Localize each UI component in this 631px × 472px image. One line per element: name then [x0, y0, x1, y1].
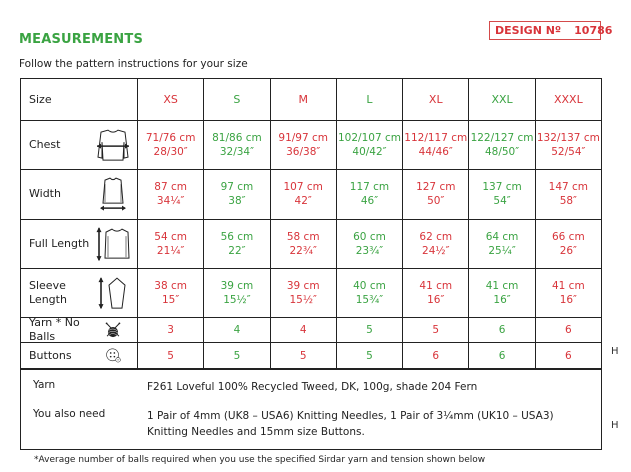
value-cell [469, 219, 535, 268]
value-cell [270, 219, 336, 268]
row-label-cell [21, 219, 138, 268]
measurement-row [21, 219, 602, 268]
value-secondary: 52/54″ [551, 146, 586, 159]
measurement-row [21, 318, 602, 343]
value-cell [403, 268, 469, 317]
value-primary: 4 [299, 324, 307, 337]
design-number-badge [489, 21, 613, 40]
length-garment-icon [95, 224, 131, 264]
value-secondary: 22¾″ [289, 244, 317, 257]
measurements-table [20, 78, 602, 369]
row-label-cell [21, 268, 138, 317]
value-secondary: 16″ [427, 293, 445, 306]
design-label: DESIGN Nº [495, 24, 562, 37]
value-primary: 5 [366, 349, 373, 362]
value-primary: 87 cm [154, 181, 187, 194]
width-garment-icon [95, 174, 131, 214]
yarn-text: F261 Loveful 100% Recycled Tweed, DK, 100g, shade 204 Fern [147, 381, 478, 393]
margin-mark: H [611, 420, 619, 431]
value-secondary: 58″ [559, 195, 577, 208]
value-primary: 127 cm [416, 181, 456, 194]
value-primary: 102/107 cm [338, 132, 401, 145]
value-cell [204, 219, 270, 268]
also-need-line-2: Knitting Needles and 15mm size Buttons. [147, 426, 365, 438]
value-secondary: 36/38″ [286, 146, 321, 159]
value-primary: 39 cm [220, 279, 254, 292]
measurement-row [21, 170, 602, 219]
value-primary: 5 [233, 349, 241, 362]
row-label-cell [21, 121, 138, 170]
value-cell [270, 343, 336, 369]
value-cell [469, 268, 535, 317]
value-secondary: 23¾″ [355, 244, 384, 257]
value-secondary: 44/46″ [418, 146, 453, 159]
value-cell [138, 318, 204, 343]
size-xs: XS [138, 79, 204, 121]
measurement-row [21, 343, 602, 369]
value-cell [204, 343, 270, 369]
measurement-row [21, 121, 602, 170]
value-primary: 6 [498, 324, 506, 337]
value-primary: 5 [167, 349, 174, 362]
value-primary: 5 [366, 324, 373, 337]
value-primary: 40 cm [353, 279, 386, 292]
value-cell [138, 343, 204, 369]
value-cell [403, 219, 469, 268]
value-primary: 5 [432, 324, 440, 337]
row-label: Yarn * No Balls [29, 316, 80, 344]
chest-garment-icon [95, 125, 131, 165]
value-secondary: 26″ [559, 244, 577, 257]
size-header-row [21, 79, 602, 121]
value-primary: 81/86 cm [212, 132, 262, 145]
yarn-label: Yarn [33, 379, 56, 391]
value-cell [138, 219, 204, 268]
value-primary: 54 cm [154, 230, 187, 243]
value-secondary: 34¼″ [156, 195, 185, 208]
value-secondary: 40/42″ [352, 146, 387, 159]
value-primary: 6 [565, 324, 572, 337]
row-label-cell [21, 170, 138, 219]
yarn-ball-icon [95, 322, 131, 338]
value-primary: 132/137 cm [536, 132, 600, 145]
size-xl: XL [403, 79, 469, 121]
value-primary: 6 [498, 349, 506, 362]
page-title: MEASUREMENTS [19, 32, 144, 47]
value-primary: 71/76 cm [145, 132, 196, 145]
value-primary: 66 cm [551, 230, 585, 243]
row-label: Chest [29, 138, 61, 152]
value-cell [336, 121, 402, 170]
value-secondary: 48/50″ [484, 146, 520, 159]
value-secondary: 25¼″ [488, 244, 516, 257]
value-secondary: 28/30″ [153, 146, 188, 159]
value-cell [336, 318, 402, 343]
value-cell [403, 318, 469, 343]
value-primary: 41 cm [419, 279, 453, 292]
value-cell [270, 318, 336, 343]
value-secondary: 15¾″ [355, 293, 384, 306]
value-cell [535, 219, 601, 268]
value-cell [535, 343, 601, 369]
value-cell [138, 170, 204, 219]
value-primary: 147 cm [548, 181, 589, 194]
row-label: Sleeve Length [29, 278, 67, 306]
value-cell [469, 121, 535, 170]
also-need-line-1: 1 Pair of 4mm (UK8 – USA6) Knitting Needles, 1 Pair of 3¼mm (UK10 – USA3) [147, 410, 554, 422]
size-xxl: XXL [469, 79, 535, 121]
value-primary: 6 [565, 349, 572, 362]
value-cell [270, 268, 336, 317]
value-cell [270, 121, 336, 170]
value-cell [336, 219, 402, 268]
value-primary: 62 cm [419, 230, 453, 243]
size-xxxl: XXXL [535, 79, 601, 121]
value-cell [204, 170, 270, 219]
value-secondary: 15½″ [289, 293, 317, 306]
also-need-label: You also need [33, 408, 106, 420]
design-number: 10786 [574, 24, 613, 37]
value-primary: 107 cm [283, 181, 323, 194]
value-cell [469, 170, 535, 219]
value-cell [138, 268, 204, 317]
value-cell [469, 343, 535, 369]
row-label-cell [21, 318, 138, 343]
value-secondary: 32/34″ [219, 146, 255, 159]
value-primary: 56 cm [220, 230, 254, 243]
value-cell [336, 268, 402, 317]
value-primary: 58 cm [286, 230, 320, 243]
value-primary: 41 cm [551, 279, 585, 292]
measurement-row [21, 268, 602, 317]
value-secondary: 16″ [493, 293, 511, 306]
value-cell [535, 170, 601, 219]
value-cell [204, 268, 270, 317]
value-primary: 122/127 cm [470, 132, 534, 145]
size-header-label: Size [21, 79, 138, 121]
value-secondary: 21¼″ [156, 244, 185, 257]
value-cell [469, 318, 535, 343]
size-m: M [270, 79, 336, 121]
value-secondary: 38″ [228, 195, 246, 208]
value-secondary: 22″ [228, 244, 246, 257]
intro-text: Follow the pattern instructions for your size [19, 58, 248, 70]
row-label: Width [29, 187, 61, 201]
value-cell [403, 170, 469, 219]
size-s: S [204, 79, 270, 121]
value-primary: 5 [299, 349, 307, 362]
value-primary: 6 [432, 349, 440, 362]
footnote: *Average number of balls required when you use the specified Sirdar yarn and tension shown below [34, 455, 486, 465]
materials-box [20, 369, 602, 450]
value-secondary: 24½″ [422, 244, 450, 257]
value-cell [403, 343, 469, 369]
value-cell [138, 121, 204, 170]
row-label-cell [21, 343, 138, 369]
value-primary: 60 cm [353, 230, 386, 243]
value-cell [336, 170, 402, 219]
value-primary: 117 cm [349, 181, 390, 194]
value-primary: 112/117 cm [404, 132, 468, 145]
sleeve-icon [95, 273, 131, 313]
margin-mark: H [611, 346, 619, 357]
value-cell [535, 268, 601, 317]
value-secondary: 54″ [493, 195, 511, 208]
value-cell [535, 121, 601, 170]
value-secondary: 46″ [360, 195, 379, 208]
value-primary: 97 cm [220, 181, 254, 194]
value-cell [204, 121, 270, 170]
value-primary: 38 cm [154, 279, 187, 292]
value-primary: 64 cm [485, 230, 519, 243]
value-secondary: 42″ [294, 195, 312, 208]
value-secondary: 15½″ [223, 293, 251, 306]
value-cell [336, 343, 402, 369]
row-label: Buttons [29, 348, 72, 362]
value-secondary: 50″ [427, 195, 445, 208]
value-primary: 3 [167, 324, 174, 337]
row-label: Full Length [29, 236, 90, 250]
value-primary: 137 cm [482, 181, 522, 194]
value-cell [204, 318, 270, 343]
value-primary: 91/97 cm [278, 132, 328, 145]
value-cell [270, 170, 336, 219]
button-icon [95, 347, 131, 364]
value-primary: 39 cm [286, 279, 320, 292]
value-secondary: 15″ [161, 293, 180, 306]
value-cell [403, 121, 469, 170]
value-secondary: 16″ [559, 293, 577, 306]
size-l: L [336, 79, 402, 121]
value-cell [535, 318, 601, 343]
value-primary: 41 cm [485, 279, 519, 292]
value-primary: 4 [233, 324, 241, 337]
